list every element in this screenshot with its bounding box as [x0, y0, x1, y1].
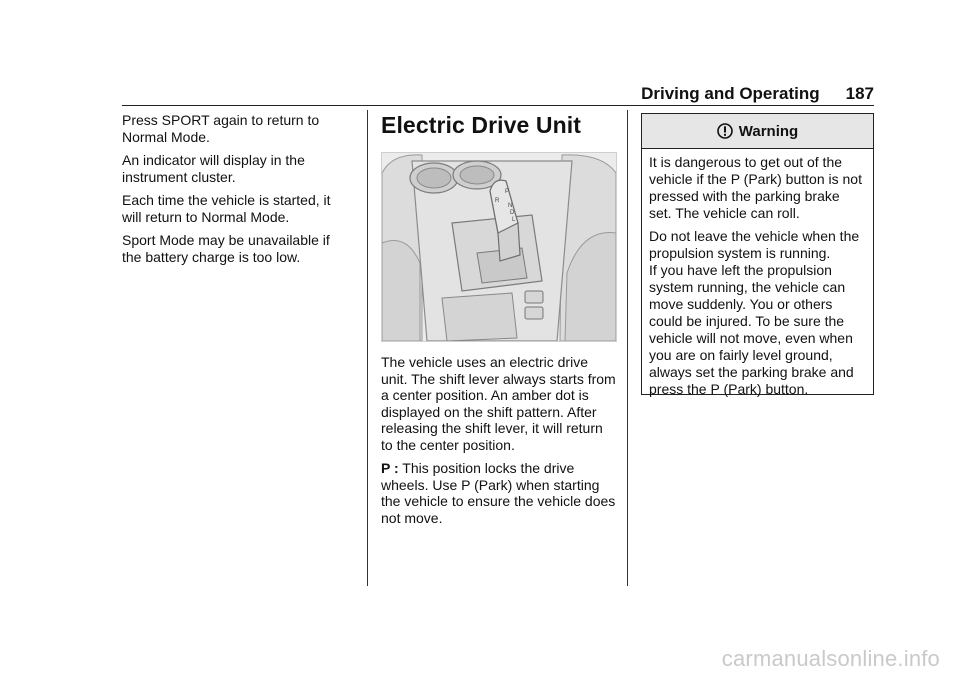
- park-term: P :: [381, 460, 399, 476]
- warning-header: [642, 114, 873, 149]
- shift-letter-n: N: [508, 203, 513, 209]
- shifter-illustration: [381, 152, 617, 342]
- paragraph: Press SPORT again to return to Normal Mode.: [122, 112, 320, 145]
- warning-box: [641, 113, 874, 395]
- warning-heading: Warning: [738, 122, 799, 140]
- page-header: [641, 84, 874, 104]
- column-divider: [627, 110, 628, 586]
- left-column: [122, 112, 352, 272]
- header-rule: [122, 105, 874, 106]
- page-number: 187: [845, 84, 874, 103]
- column-divider: [367, 110, 368, 586]
- watermark: carmanualsonline.info: [721, 646, 940, 671]
- shift-letter-l: L: [512, 217, 516, 223]
- park-description: This position locks the drive wheels. Use P (Park) when starting the vehicle to ensure the vehicle does not move.: [381, 460, 616, 526]
- park-paragraph: [381, 460, 617, 526]
- warning-icon: [717, 123, 733, 139]
- warning-paragraph: Do not leave the vehicle when the propulsion system is running.: [649, 228, 860, 261]
- section-title-header: Driving and Operating: [641, 84, 820, 103]
- warning-paragraph: If you have left the propulsion system running, the vehicle can move suddenly. You or others could be injured. To be sure the vehicle will not move, even when you are on fairly level ground, always set the parking brake and press the P (Park) button.: [649, 262, 854, 397]
- paragraph: Sport Mode may be unavailable if the battery charge is too low.: [122, 232, 330, 265]
- shift-letter-d: D: [510, 210, 515, 216]
- paragraph: An indicator will display in the instrument cluster.: [122, 152, 305, 185]
- section-heading: Electric Drive Unit: [381, 112, 582, 138]
- shift-letter-r: R: [495, 198, 500, 204]
- warning-paragraph: It is dangerous to get out of the vehicle if the P (Park) button is not pressed with the parking brake set. The vehicle can roll.: [649, 154, 862, 221]
- shift-letter-p: P: [505, 189, 510, 195]
- warning-body: [642, 149, 873, 398]
- paragraph: The vehicle uses an electric drive unit. The shift lever always starts from a center position. An amber dot is displayed on the shift pattern. After releasing the shift lever, it will return to the center position.: [381, 354, 616, 453]
- paragraph: Each time the vehicle is started, it will return to Normal Mode.: [122, 192, 331, 225]
- middle-column: [381, 112, 617, 533]
